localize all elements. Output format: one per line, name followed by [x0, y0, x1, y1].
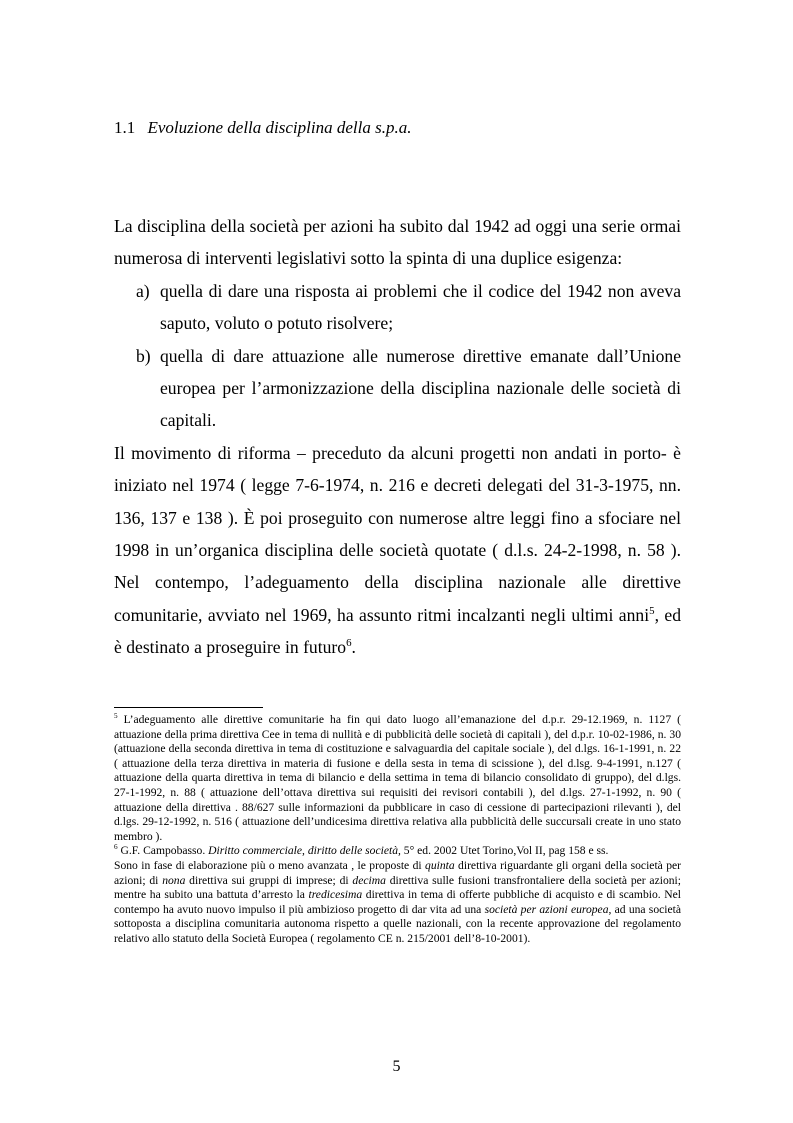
- fn-italic: tredicesima: [308, 888, 363, 902]
- list-item-text: quella di dare una risposta ai problemi che il codice del 1942 non aveva saputo, voluto o potuto risolvere;: [160, 280, 681, 334]
- footnote-6-mark: 6: [114, 843, 118, 852]
- footnote-6-continuation: [114, 859, 681, 947]
- footnotes: [114, 713, 681, 947]
- reform-paragraph: [114, 437, 681, 664]
- section-number: 1.1: [114, 118, 136, 137]
- fn-text: direttiva in tema di offerte pubbliche di acquisto e di scambio. Nel contempo ha avuto nuovo impulso il più ambizioso progetto di dar vita ad una: [114, 888, 681, 916]
- footnote-6: [114, 844, 681, 859]
- footnote-6-book-title: Diritto commerciale, diritto delle società,: [208, 844, 401, 858]
- footnote-5-text: L’adeguamento alle direttive comunitarie ha fin qui dato luogo all’emanazione del d.p.r. 29-12.1969, n. 1127 ( attuazione della prima direttiva Cee in tema di nullità e di pubblicità delle società di capitali ), del d.p.r. 10-02-1986, n. 30 (attuazione della seconda direttiva in tema di costituzione e salvaguardia del capitale sociale ), del d.lgs. 16-1-1991, n. 22 ( attuazione della terza direttiva in materia di fusione e della sesta in tema di scissione ), del d.lsg. 9-4-1991, n.127 ( attuazione della quarta direttiva in tema di bilancio e della settima in tema di bilancio consolidato di gruppo), del d.lgs. 27-1-1992, n. 88 ( attuazione dell’ottava direttiva sui requisiti dei revisori contabili ), del d.lgs. 27-1-1992, n. 90 ( attuazione della direttiva . 88/627 sulle informazioni da pubblicare in caso di cessione di partecipazioni rilevanti ), del d.lgs. 29-12-1992, n. 516 ( attuazione dell’undicesima direttiva relativa alla pubblicità delle succursali create in uno stato membro ).: [114, 713, 681, 843]
- reform-text-end: .: [351, 637, 356, 658]
- footnote-ref-5: 5: [649, 605, 655, 618]
- footnote-5-mark: 5: [114, 712, 118, 721]
- section-title: Evoluzione della disciplina della s.p.a.: [147, 118, 412, 137]
- footnote-ref-6: 6: [346, 637, 352, 650]
- fn-text: , ad una società sottoposta a disciplina comunitaria autonoma rispetto a quelle nazionali, con la recente approvazione del regolamento relativo allo statuto della Società Europea ( regolamento CE n. 215/2001 dell’8-10-2001).: [114, 902, 681, 945]
- section-heading: [114, 118, 411, 138]
- list-marker: a): [136, 280, 150, 301]
- footnote-6-author: G.F. Campobasso.: [117, 844, 209, 858]
- fn-text: direttiva sulle fusioni transfrontaliere della società per azioni; mentre ha subito una battuta d’arresto la: [114, 873, 681, 902]
- reform-text: Il movimento di riforma – preceduto da alcuni progetti non andati in porto- è iniziato nel 1974 ( legge 7-6-1974, n. 216 e decreti delegati del 31-3-1975, nn. 136, 137 e 138 ). È poi proseguito con numerose altre leggi fino a sfociare nel 1998 in un’organica disciplina delle società quotate ( d.l.s. 24-2-1998, n. 58 ). Nel contempo, l’adeguamento della disciplina nazionale alle direttive comunitarie, avviato nel 1969, ha assunto ritmi incalzanti negli ultimi anni: [114, 442, 681, 625]
- requirements-list: [114, 275, 681, 437]
- footnote-6-edition: 5° ed. 2002 Utet Torino,Vol II, pag 158 e ss.: [400, 844, 609, 858]
- footnote-5: [114, 713, 681, 844]
- list-item-text: quella di dare attuazione alle numerose direttive emanate dall’Unione europea per l’armonizzazione della disciplina nazionale delle società di capitali.: [160, 345, 681, 431]
- body-text: [114, 210, 681, 664]
- fn-italic: nona: [162, 873, 186, 887]
- fn-italic: decima: [352, 873, 386, 887]
- fn-italic: quinta: [425, 858, 455, 872]
- list-item: [136, 275, 681, 340]
- fn-text: direttiva riguardante gli organi della società per azioni; di: [114, 858, 682, 887]
- fn-text: Sono in fase di elaborazione più o meno avanzata , le proposte di: [114, 858, 426, 872]
- list-item: [136, 340, 681, 437]
- list-marker: b): [136, 345, 151, 366]
- reform-text-cont: , ed è destinato a proseguire in futuro: [114, 604, 681, 658]
- page-number: 5: [392, 1058, 401, 1075]
- intro-paragraph: La disciplina della società per azioni ha subito dal 1942 ad oggi una serie ormai numerosa di interventi legislativi sotto la spinta di una duplice esigenza:: [114, 216, 681, 269]
- fn-italic: società per azioni europea: [484, 902, 609, 916]
- footnote-separator: [114, 707, 263, 708]
- fn-text: direttiva sui gruppi di imprese; di: [185, 873, 353, 887]
